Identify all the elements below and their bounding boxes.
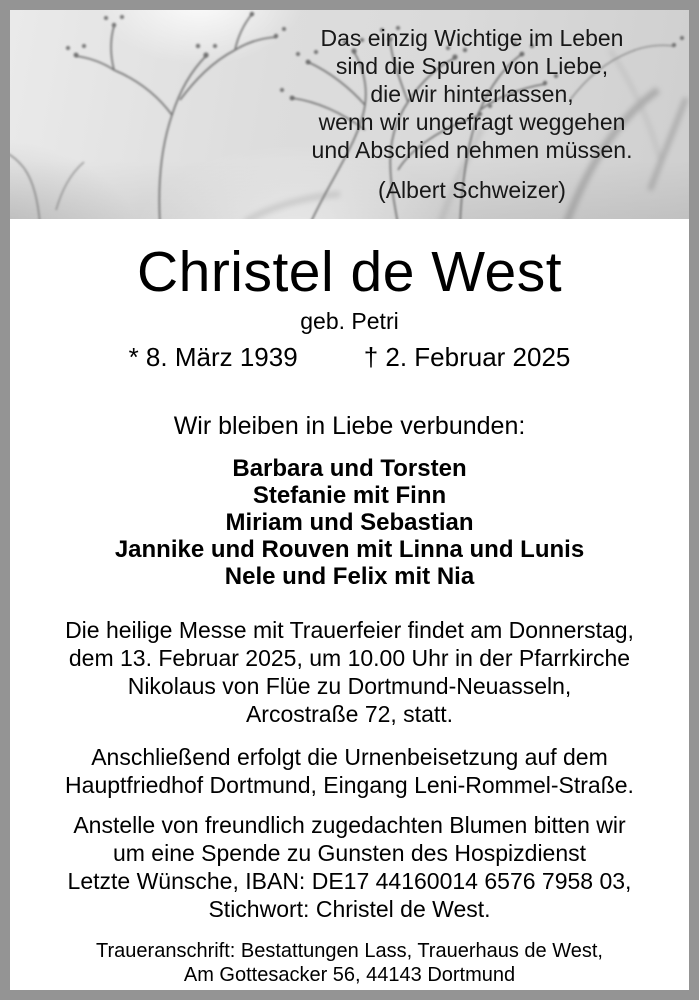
- memorial-quote: [282, 24, 662, 204]
- service-paragraph: [10, 616, 689, 728]
- family-name-line: Barbara und Torsten: [232, 455, 467, 482]
- family-name-line: Jannike und Rouven mit Linna und Lunis: [114, 536, 585, 563]
- birth-date: * 8. März 1939: [128, 342, 298, 372]
- burial-line: Anschließend erfolgt die Urnenbeisetzung auf dem: [91, 744, 608, 770]
- quote-attribution: (Albert Schweizer): [378, 177, 566, 203]
- donation-paragraph: [10, 811, 689, 923]
- deceased-name: Christel de West: [136, 240, 563, 304]
- notice-body: [10, 10, 689, 990]
- service-line: Die heilige Messe mit Trauerfeier findet am Donnerstag,: [65, 617, 634, 643]
- quote-line: wenn wir ungefragt weggehen: [318, 109, 626, 135]
- quote-line: sind die Spuren von Liebe,: [335, 53, 609, 79]
- family-names: [10, 455, 689, 590]
- memorial-photo: [10, 10, 689, 219]
- donation-line: Stichwort: Christel de West.: [208, 896, 491, 922]
- footer-line: Traueranschrift: Bestattungen Lass, Trauerhaus de West,: [96, 940, 603, 962]
- burial-line: Hauptfriedhof Dortmund, Eingang Leni-Rommel-Straße.: [65, 772, 634, 798]
- family-intro: Wir bleiben in Liebe verbunden:: [173, 412, 526, 440]
- family-name-line: Nele und Felix mit Nia: [224, 563, 475, 590]
- footer-line: Am Gottesacker 56, 44143 Dortmund: [183, 964, 516, 986]
- family-name-line: Stefanie mit Finn: [252, 482, 447, 509]
- footer-address: [10, 939, 689, 987]
- quote-line: und Abschied nehmen müssen.: [311, 137, 633, 163]
- service-line: Arcostraße 72, statt.: [245, 701, 454, 727]
- family-name-line: Miriam und Sebastian: [225, 509, 474, 536]
- maiden-name: geb. Petri: [300, 308, 399, 334]
- death-date: † 2. Februar 2025: [363, 342, 571, 372]
- donation-line: um eine Spende zu Gunsten des Hospizdienst: [112, 840, 587, 866]
- burial-paragraph: [10, 743, 689, 799]
- life-dates: [10, 341, 689, 373]
- quote-line: Das einzig Wichtige im Leben: [320, 25, 624, 51]
- service-line: dem 13. Februar 2025, um 10.00 Uhr in der Pfarrkirche: [68, 645, 631, 671]
- service-line: Nikolaus von Flüe zu Dortmund-Neuasseln,: [127, 673, 572, 699]
- donation-line: Letzte Wünsche, IBAN: DE17 44160014 6576 7958 03,: [67, 868, 632, 894]
- quote-line: die wir hinterlassen,: [370, 81, 574, 107]
- donation-line: Anstelle von freundlich zugedachten Blumen bitten wir: [73, 812, 626, 838]
